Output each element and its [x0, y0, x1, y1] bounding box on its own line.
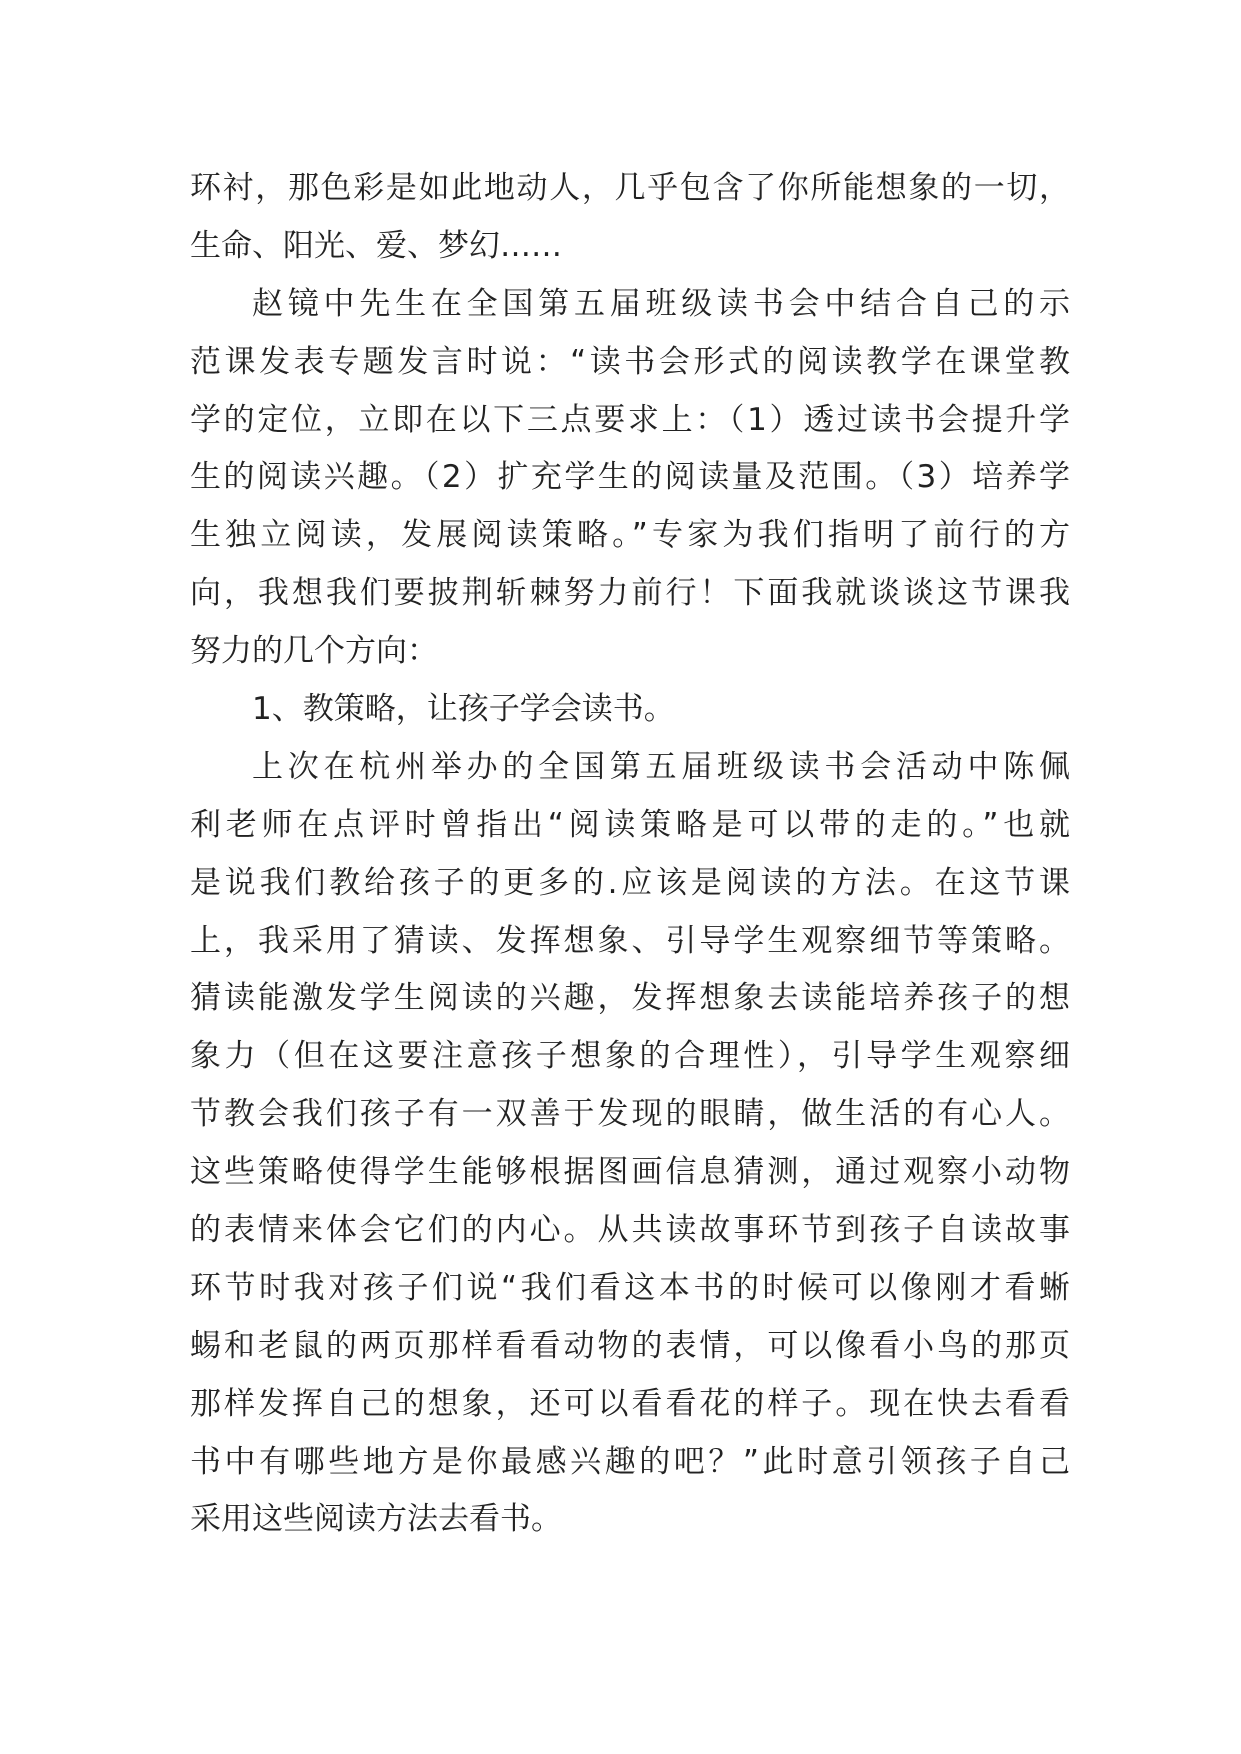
text-line: 生命、阳光、爱、梦幻……	[190, 227, 562, 264]
text-line: 采用这些阅读方法去看书。	[190, 1501, 562, 1538]
text-line: 利老师在点评时曾指出“阅读策略是可以带的走的。”也就	[190, 806, 1070, 843]
body-text	[190, 160, 1070, 1549]
text-line: 生独立阅读，发展阅读策略。”专家为我们指明了前行的方	[190, 517, 1070, 554]
text-line: 猜读能激发学生阅读的兴趣，发挥想象去读能培养孩子的想	[190, 980, 1070, 1017]
text-line: 那样发挥自己的想象，还可以看看花的样子。现在快去看看	[190, 1385, 1070, 1422]
text-line: 范课发表专题发言时说：“读书会形式的阅读教学在课堂教	[190, 343, 1070, 380]
paragraph-first-line: 赵镜中先生在全国第五届班级读书会中结合自己的示	[252, 285, 1070, 322]
text-line: 上，我采用了猜读、发挥想象、引导学生观察细节等策略。	[190, 922, 1070, 959]
text-line: 是说我们教给孩子的更多的.应该是阅读的方法。在这节课	[190, 864, 1070, 901]
text-line: 环衬，那色彩是如此地动人，几乎包含了你所能想象的一切，	[190, 170, 1070, 206]
text-line: 学的定位，立即在以下三点要求上：（1）透过读书会提升学	[190, 401, 1070, 438]
section-heading: 1、教策略，让孩子学会读书。	[252, 691, 675, 728]
text-line: 努力的几个方向：	[190, 633, 438, 670]
text-line: 向，我想我们要披荆斩棘努力前行！下面我就谈谈这节课我	[190, 575, 1070, 612]
text-line: 蜴和老鼠的两页那样看看动物的表情，可以像看小鸟的那页	[190, 1327, 1070, 1364]
text-line: 象力（但在这要注意孩子想象的合理性），引导学生观察细	[190, 1038, 1070, 1075]
text-line: 书中有哪些地方是你最感兴趣的吧？”此时意引领孩子自己	[190, 1443, 1070, 1480]
text-line: 这些策略使得学生能够根据图画信息猜测，通过观察小动物	[190, 1154, 1070, 1191]
text-line: 的表情来体会它们的内心。从共读故事环节到孩子自读故事	[190, 1212, 1070, 1249]
text-line: 节教会我们孩子有一双善于发现的眼睛，做生活的有心人。	[190, 1096, 1070, 1133]
text-line: 环节时我对孩子们说“我们看这本书的时候可以像刚才看蜥	[190, 1269, 1070, 1306]
paragraph-first-line: 上次在杭州举办的全国第五届班级读书会活动中陈佩	[252, 748, 1070, 785]
text-line: 生的阅读兴趣。（2）扩充学生的阅读量及范围。（3）培养学	[190, 459, 1070, 496]
